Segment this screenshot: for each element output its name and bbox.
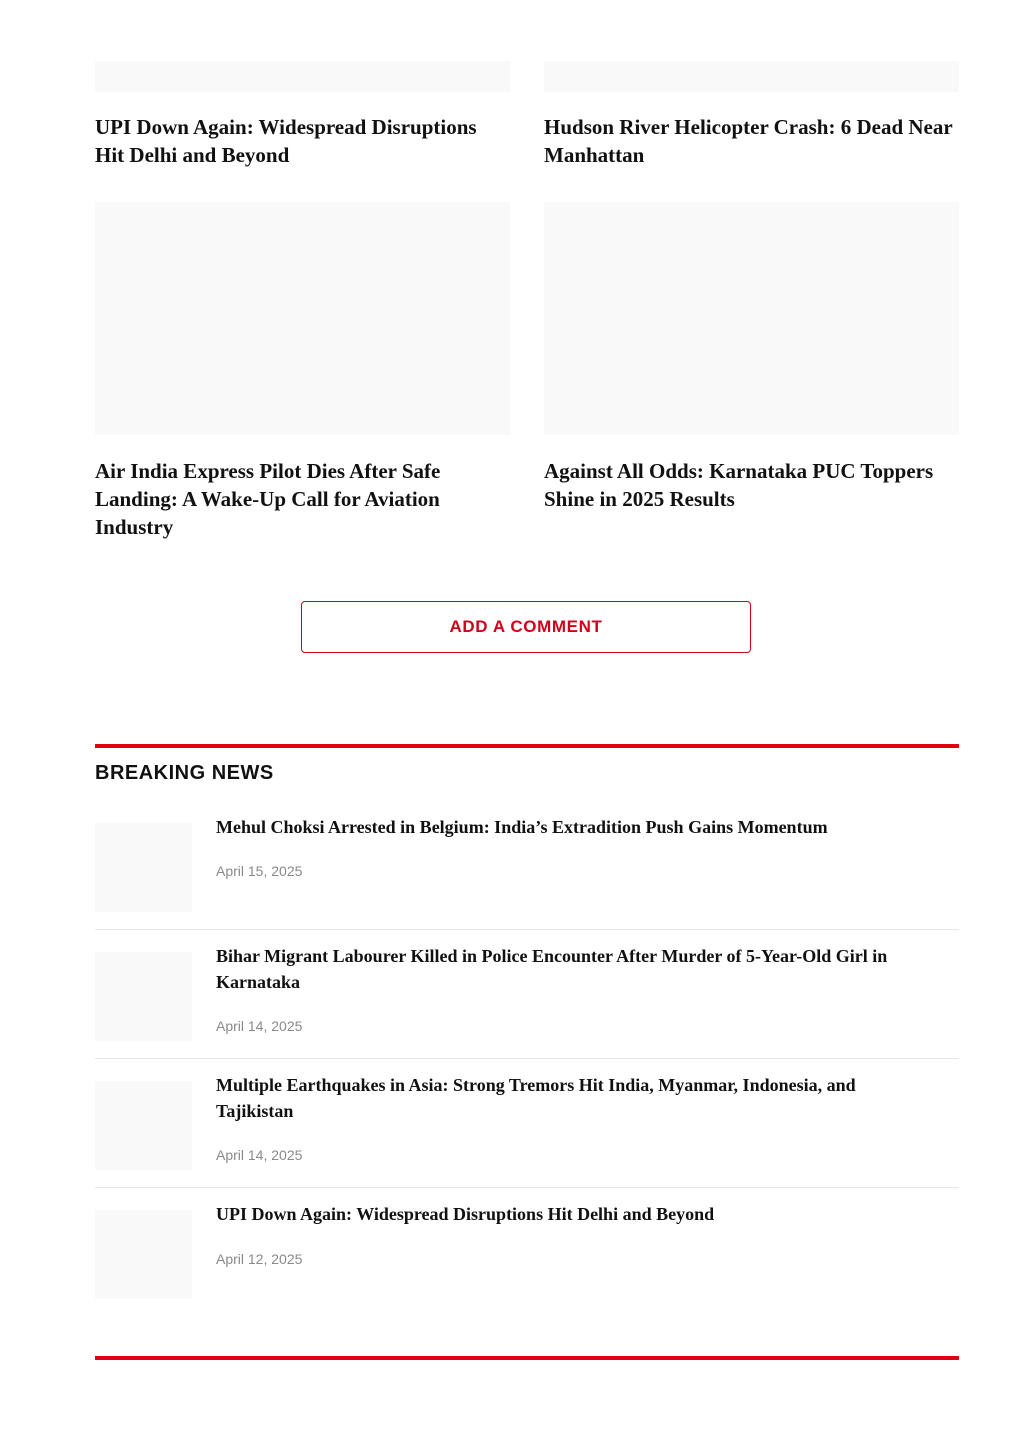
news-title[interactable]: Multiple Earthquakes in Asia: Strong Tremors Hit India, Myanmar, Indonesia, and Tajikistan — [216, 1075, 856, 1121]
list-item[interactable] — [95, 1188, 959, 1317]
section-divider — [95, 1356, 959, 1360]
card-thumbnail[interactable] — [95, 202, 510, 435]
news-thumbnail[interactable] — [95, 952, 192, 1041]
related-card-title[interactable]: Against All Odds: Karnataka PUC Toppers Shine in 2025 Results — [544, 459, 934, 511]
card-thumbnail[interactable] — [95, 61, 510, 92]
section-divider — [95, 744, 959, 748]
card-thumbnail[interactable] — [544, 61, 959, 92]
news-date: April 14, 2025 — [216, 1018, 303, 1034]
news-title[interactable]: UPI Down Again: Widespread Disruptions Hit Delhi and Beyond — [216, 1204, 715, 1224]
news-title[interactable]: Mehul Choksi Arrested in Belgium: India’s Extradition Push Gains Momentum — [216, 817, 828, 837]
related-card-title[interactable]: UPI Down Again: Widespread Disruptions Hit Delhi and Beyond — [95, 115, 477, 167]
news-date: April 14, 2025 — [216, 1147, 303, 1163]
news-title[interactable]: Bihar Migrant Labourer Killed in Police Encounter After Murder of 5-Year-Old Girl in Karnataka — [216, 946, 888, 992]
news-thumbnail[interactable] — [95, 823, 192, 912]
breaking-news-heading: BREAKING NEWS — [95, 762, 274, 784]
list-item[interactable] — [95, 930, 959, 1059]
list-item[interactable] — [95, 801, 959, 930]
news-thumbnail[interactable] — [95, 1210, 192, 1299]
news-date: April 15, 2025 — [216, 863, 303, 879]
add-comment-button[interactable]: ADD A COMMENT — [301, 601, 751, 653]
list-item[interactable] — [95, 1059, 959, 1188]
related-card-title[interactable]: Air India Express Pilot Dies After Safe Landing: A Wake-Up Call for Aviation Industry — [95, 459, 441, 539]
news-thumbnail[interactable] — [95, 1081, 192, 1170]
related-card-title[interactable]: Hudson River Helicopter Crash: 6 Dead Near Manhattan — [544, 115, 953, 167]
card-thumbnail[interactable] — [544, 202, 959, 435]
news-date: April 12, 2025 — [216, 1251, 303, 1267]
